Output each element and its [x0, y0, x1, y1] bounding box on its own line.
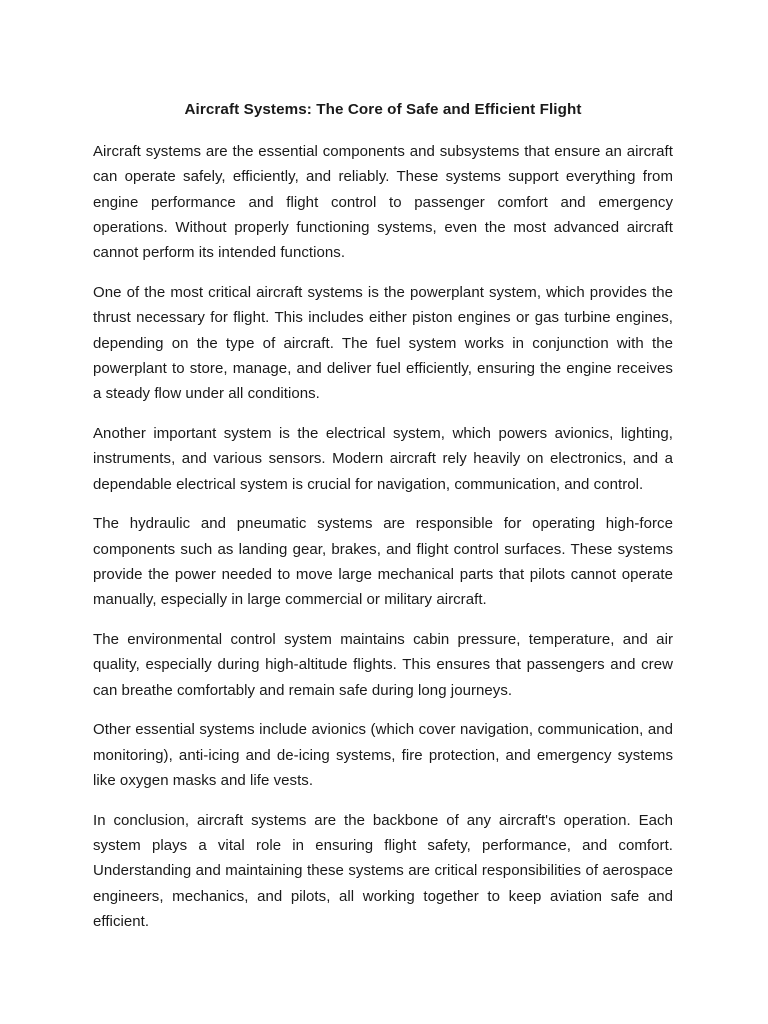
- paragraph-introduction: Aircraft systems are the essential components and subsystems that ensure an aircraft can operate safely, efficiently, and reliably. These systems support everything from engine performance and flight control to passenger comfort and emergency operations. Without properly functioning systems, even the most advanced aircraft cannot perform its intended functions.: [93, 143, 673, 262]
- paragraph-powerplant: One of the most critical aircraft systems is the powerplant system, which provides the thrust necessary for flight. This includes either piston engines or gas turbine engines, depending on the type of aircraft. The fuel system works in conjunction with the powerplant to store, manage, and deliver fuel efficiently, ensuring the engine receives a steady flow under all conditions.: [93, 283, 673, 403]
- paragraph-other-systems: Other essential systems include avionics (which cover navigation, communication, and monitoring), anti-icing and de-icing systems, fire protection, and emergency systems like oxygen masks and life vests.: [93, 721, 673, 790]
- document-title: Aircraft Systems: The Core of Safe and Efficient Flight: [184, 101, 582, 118]
- document-page: [93, 98, 673, 949]
- paragraph-conclusion: In conclusion, aircraft systems are the backbone of any aircraft's operation. Each system plays a vital role in ensuring flight safety, performance, and comfort. Understanding and maintaining these systems are critical responsibilities of aerospace engineers, mechanics, and pilots, all working together to keep aviation safe and efficient.: [93, 811, 673, 931]
- paragraph-hydraulic-pneumatic: The hydraulic and pneumatic systems are responsible for operating high-force components such as landing gear, brakes, and flight control surfaces. These systems provide the power needed to move large mechanical parts that pilots cannot operate manually, especially in large commercial or military aircraft.: [93, 515, 673, 609]
- paragraph-electrical: Another important system is the electrical system, which powers avionics, lighting, instruments, and various sensors. Modern aircraft rely heavily on electronics, and a dependable electrical system is crucial for navigation, communication, and control.: [93, 424, 673, 493]
- paragraph-environmental-control: The environmental control system maintains cabin pressure, temperature, and air quality, especially during high-altitude flights. This ensures that passengers and crew can breathe comfortably and remain safe during long journeys.: [93, 631, 673, 699]
